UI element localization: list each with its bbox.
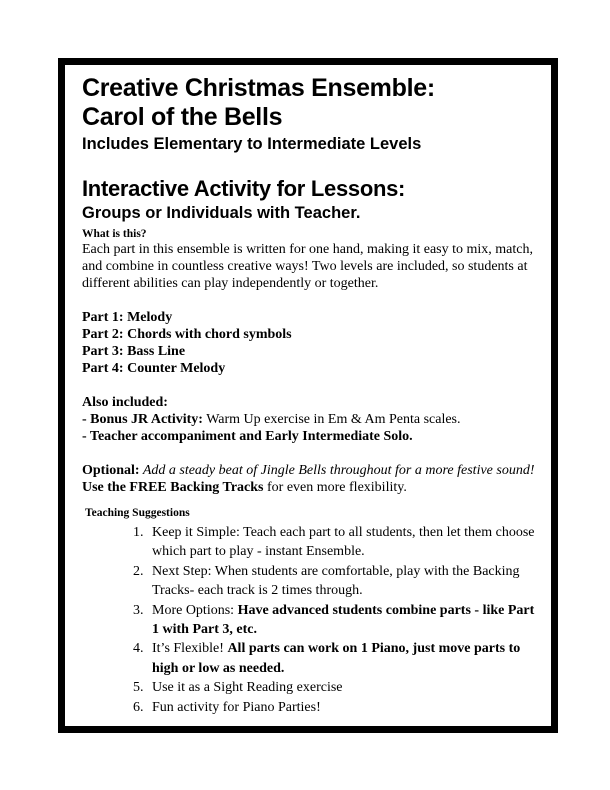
what-text: Each part in this ensemble is written for one hand, making it easy to mix, match, and combine in countless creative ways! Two levels are included, so students at different abilities can play independently or together. bbox=[82, 242, 534, 291]
title-line-1: Creative Christmas Ensemble: bbox=[82, 74, 435, 102]
list-item bbox=[82, 562, 542, 601]
list-item bbox=[82, 601, 542, 640]
optional-label: Optional: bbox=[82, 463, 140, 478]
list-item-text: It’s Flexible! bbox=[152, 641, 228, 657]
backing-bold: Use the FREE Backing Tracks bbox=[82, 480, 264, 495]
part-3: Part 3: Bass Line bbox=[82, 344, 186, 359]
optional-text: Add a steady beat of Jingle Bells throughout for a more festive sound! bbox=[139, 463, 535, 478]
also-item-2-bold: - Teacher accompaniment and Early Intermediate Solo. bbox=[82, 429, 413, 444]
also-item-1-bold: - Bonus JR Activity: bbox=[82, 412, 203, 427]
activity-subtitle: Groups or Individuals with Teacher. bbox=[82, 204, 361, 222]
list-item-text: Next Step: When students are comfortable, play with the Backing Tracks- each track is 2 times through. bbox=[152, 563, 520, 599]
list-item-text: Keep it Simple: Teach each part to all students, then let them choose which part to play - instant Ensemble. bbox=[152, 525, 535, 560]
list-item-number: 6. bbox=[133, 699, 144, 715]
backing-text: for even more flexibility. bbox=[263, 480, 407, 495]
optional-line bbox=[82, 462, 542, 479]
list-item-number: 5. bbox=[133, 680, 144, 696]
list-item-number: 1. bbox=[133, 525, 144, 540]
also-item-2 bbox=[82, 428, 542, 445]
title-line-2: Carol of the Bells bbox=[82, 103, 283, 131]
teaching-heading: Teaching Suggestions bbox=[85, 507, 190, 519]
list-item-number: 2. bbox=[133, 563, 144, 579]
list-item-text: More Options: bbox=[152, 602, 238, 618]
backing-line bbox=[82, 479, 542, 496]
activity-title: Interactive Activity for Lessons: bbox=[82, 176, 406, 201]
document-content bbox=[82, 74, 542, 717]
also-item-1 bbox=[82, 411, 542, 428]
list-item-text: Fun activity for Piano Parties! bbox=[152, 699, 321, 715]
part-4: Part 4: Counter Melody bbox=[82, 361, 226, 376]
list-item bbox=[82, 639, 542, 678]
also-heading: Also included: bbox=[82, 395, 168, 410]
list-item-bold: Have advanced students combine parts - like Part 1 with Part 3, etc. bbox=[152, 602, 535, 638]
suggestion-list bbox=[82, 523, 542, 717]
list-item-number: 4. bbox=[133, 641, 144, 657]
list-item-number: 3. bbox=[133, 602, 144, 618]
list-item bbox=[82, 523, 542, 562]
part-2: Part 2: Chords with chord symbols bbox=[82, 327, 292, 342]
list-item-text: Use it as a Sight Reading exercise bbox=[152, 680, 343, 696]
list-item-bold: All parts can work on 1 Piano, just move parts to high or low as needed. bbox=[152, 641, 521, 676]
what-heading: What is this? bbox=[82, 228, 147, 240]
also-item-1-text: Warm Up exercise in Em & Am Penta scales. bbox=[202, 412, 461, 427]
list-item bbox=[82, 678, 542, 697]
part-1: Part 1: Melody bbox=[82, 310, 173, 325]
subtitle: Includes Elementary to Intermediate Levels bbox=[82, 135, 422, 153]
list-item bbox=[82, 698, 542, 717]
